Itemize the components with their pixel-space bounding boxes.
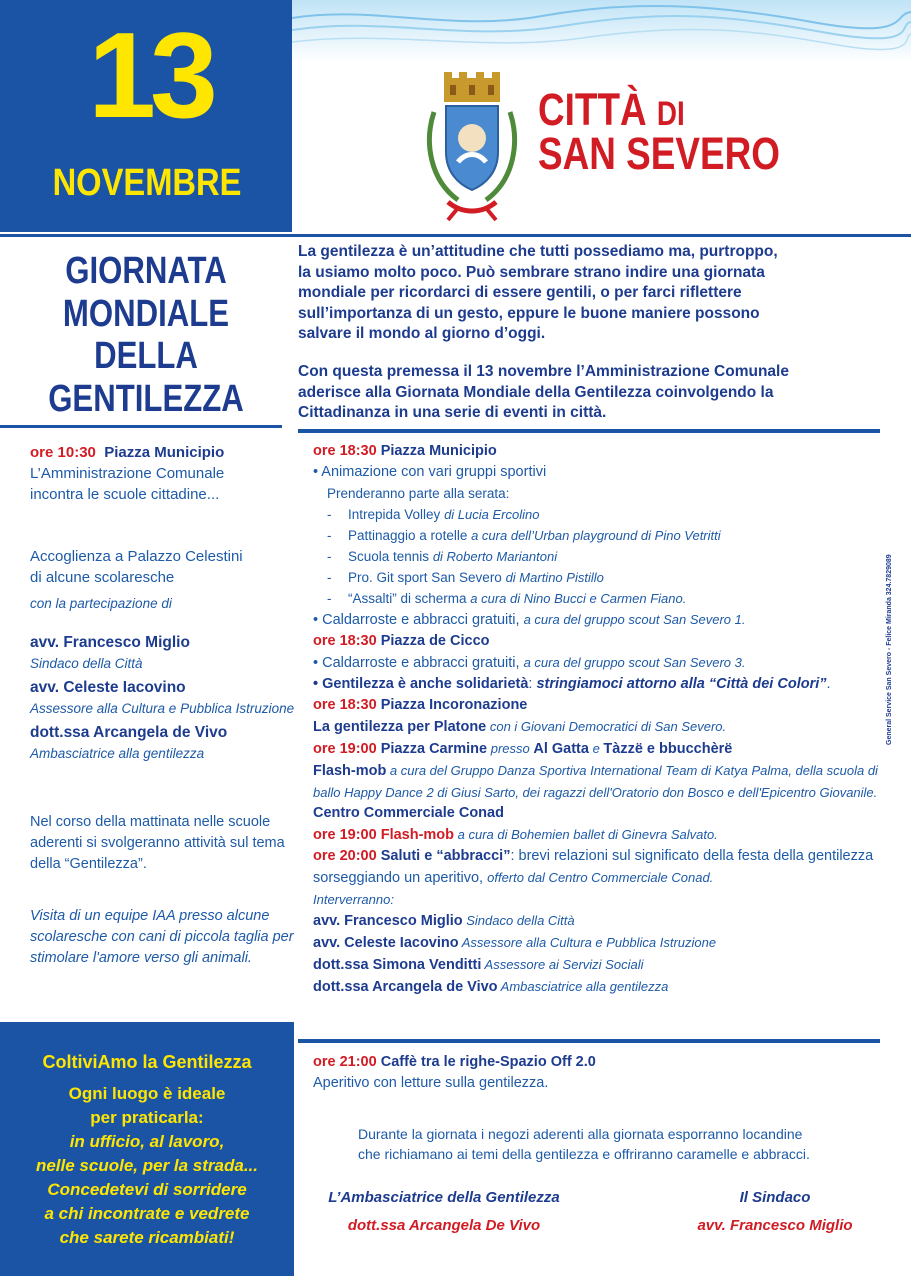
- visita-line: stimolare l'amore verso gli animali.: [30, 950, 252, 966]
- text: a cura del gruppo scout San Severo 3.: [523, 655, 746, 670]
- coltiviamo-line: Ogni luogo è ideale: [68, 1084, 226, 1103]
- morning-event: [30, 442, 224, 505]
- event-time: ore 19:00: [313, 827, 377, 843]
- city-title-line1: CITTÀ: [538, 84, 647, 135]
- final-event: [313, 1052, 596, 1094]
- intro-line: Con questa premessa il 13 novembre l’Amministrazione Comunale: [298, 363, 789, 380]
- item-a: Pro. Git sport San Severo: [348, 570, 506, 585]
- item-a: “Assalti” di scherma: [348, 591, 471, 606]
- item-b: a cura di Nino Bucci e Carmen Fiano.: [470, 591, 687, 606]
- mattinata-line: della “Gentilezza”.: [30, 856, 147, 872]
- morning-place: Piazza Municipio: [104, 444, 225, 461]
- guest-name: dott.ssa Simona Venditti: [313, 957, 482, 973]
- event-title: [20, 250, 272, 420]
- intro-line: sull’importanza di un gesto, eppure le buone maniere possono: [298, 304, 760, 322]
- coltiviamo-line: a chi incontrate e vedrete: [44, 1204, 250, 1223]
- program-line: [313, 738, 878, 760]
- guest-role: Sindaco della Città: [30, 656, 143, 671]
- event-title-line: DELLA: [94, 335, 198, 378]
- signature-ambassador: [318, 1184, 570, 1240]
- program-line: [313, 846, 878, 867]
- guest-role: Ambasciatrice alla gentilezza: [30, 746, 205, 761]
- city-title-line2: SAN SEVERO: [538, 128, 780, 180]
- dash: -: [327, 591, 332, 606]
- waves-decoration: [292, 0, 911, 62]
- text: Flash-mob: [376, 827, 455, 843]
- morning-text: incontra le scuole cittadine...: [30, 486, 220, 503]
- negozi-text: [358, 1124, 810, 1164]
- print-credit: [881, 545, 895, 745]
- program-line: [313, 716, 878, 738]
- coltiviamo-box: [0, 1022, 294, 1276]
- coltiviamo-line: nelle scuole, per la strada...: [35, 1156, 259, 1175]
- program-line: ballo Happy Dance 2 di Giusi Sarto, dei ragazzi dell'Oratorio don Bosco e dell'Epicentro Giovanile.: [313, 785, 878, 800]
- text: • Gentilezza è anche solidarietà: [313, 676, 529, 692]
- dash: -: [327, 507, 332, 522]
- event-place: Centro Commerciale Conad: [313, 805, 504, 821]
- guest-name: avv. Francesco Miglio: [313, 913, 463, 929]
- program-line: [313, 824, 878, 846]
- text: Flash-mob: [313, 763, 387, 779]
- program-line: • Animazione con vari gruppi sportivi: [313, 464, 547, 480]
- text: e: [588, 741, 604, 756]
- intro-divider-left: [0, 425, 282, 428]
- intro-paragraph-1: [298, 242, 888, 345]
- city-crest-icon: [418, 72, 526, 222]
- guest-name: dott.ssa Arcangela de Vivo: [30, 724, 228, 741]
- city-title-di: DI: [656, 95, 685, 133]
- text: :: [528, 676, 537, 692]
- event-place: Piazza Carmine: [380, 741, 488, 757]
- text: La gentilezza per Platone: [313, 719, 487, 735]
- header-divider: [0, 234, 911, 237]
- guest-role: Assessore alla Cultura e Pubblica Istruzione: [30, 701, 295, 716]
- visita-line: scolaresche con cani di piccola taglia per: [30, 929, 294, 945]
- item-a: Intrepida Volley: [348, 507, 445, 522]
- event-place: Piazza de Cicco: [380, 633, 490, 649]
- event-title-line: GENTILEZZA: [48, 377, 244, 420]
- guest-role: Sindaco della Città: [462, 913, 575, 928]
- coltiviamo-line: che sarete ricambiati!: [59, 1228, 235, 1247]
- program-line: Interverranno:: [313, 892, 394, 907]
- mattinata-line: aderenti si svolgeranno attività sul tema: [30, 835, 285, 851]
- event-time: ore 18:30: [313, 443, 377, 459]
- date-month: NOVEMBRE: [52, 162, 242, 204]
- negozi-line: che richiamano ai temi della gentilezza e offriranno caramelle e abbracci.: [358, 1146, 810, 1162]
- morning-time: ore 10:30: [30, 444, 96, 461]
- text: offerto dal Centro Commerciale Conad.: [487, 870, 714, 885]
- intro-line: la usiamo molto poco. Può sembrare strano indire una giornata: [298, 263, 765, 281]
- text: a cura del Gruppo Danza Sportiva International Team di Katya Palma, della scuola di: [386, 763, 878, 778]
- visita-text: [30, 906, 294, 969]
- event-time: ore 20:00: [313, 848, 377, 864]
- event-time: ore 18:30: [313, 633, 377, 649]
- program-guest: [313, 932, 878, 954]
- program-guest: [313, 976, 878, 998]
- intro-line: aderisce alla Giornata Mondiale della Gentilezza coinvolgendo la: [298, 383, 774, 401]
- item-a: Pattinaggio a rotelle: [348, 528, 472, 543]
- negozi-line: Durante la giornata i negozi aderenti alla giornata esporranno locandine: [358, 1126, 803, 1142]
- program: [313, 441, 878, 998]
- text: Tàzzë e bbucchèrë: [603, 741, 733, 757]
- dash: -: [327, 570, 332, 585]
- item-b: di Lucia Ercolino: [444, 507, 540, 522]
- signature-title: L’Ambasciatrice della Gentilezza: [328, 1189, 560, 1206]
- intro-paragraph-2: [298, 362, 888, 424]
- text: Al Gatta: [533, 741, 589, 757]
- coltiviamo-title: ColtiviAmo la Gentilezza: [42, 1052, 252, 1072]
- guest-list: [30, 632, 294, 764]
- item-b: a cura dell’Urban playground di Pino Vetritti: [471, 528, 721, 543]
- accoglienza-line: di alcune scolaresche: [30, 569, 175, 586]
- print-credit-text: General Service San Severo - Felice Miranda 324.7829089: [886, 554, 893, 745]
- text: : brevi relazioni sul significato della festa della gentilezza: [510, 848, 874, 864]
- text: a cura del gruppo scout San Severo 1.: [523, 612, 746, 627]
- program-line: Prenderanno parte alla serata:: [327, 486, 510, 501]
- text: • Caldarroste e abbracci gratuiti,: [313, 655, 524, 671]
- text: presso: [487, 741, 534, 756]
- program-item: [313, 546, 878, 567]
- program-item: [313, 588, 878, 609]
- dash: -: [327, 528, 332, 543]
- event-title-line: MONDIALE: [62, 292, 230, 335]
- program-line: [313, 609, 878, 631]
- date-day: 13: [88, 7, 212, 143]
- signature-name: dott.ssa Arcangela De Vivo: [347, 1217, 541, 1234]
- event-place: Piazza Incoronazione: [380, 697, 528, 713]
- coltiviamo-line: per praticarla:: [90, 1108, 204, 1127]
- item-b: di Martino Pistillo: [505, 570, 604, 585]
- program-guest: [313, 954, 878, 976]
- signature-name: avv. Francesco Miglio: [697, 1217, 853, 1234]
- morning-text: L’Amministrazione Comunale: [30, 465, 225, 482]
- partecipazione-text: con la partecipazione di: [30, 596, 172, 611]
- coltiviamo-line: Concedetevi di sorridere: [47, 1180, 247, 1199]
- intro-divider-right: [298, 429, 880, 433]
- text: stringiamoci attorno alla “Città dei Colori”: [536, 676, 827, 692]
- event-time: ore 21:00: [313, 1054, 377, 1070]
- intro-line: La gentilezza è un’attitudine che tutti possediamo ma, purtroppo,: [298, 243, 778, 260]
- intro-line: salvare il mondo al giorno d’oggi.: [298, 325, 546, 342]
- guest-name: avv. Francesco Miglio: [30, 634, 190, 651]
- intro-line: Cittadinanza in una serie di eventi in città.: [298, 404, 607, 421]
- signature-mayor: [680, 1184, 870, 1240]
- accoglienza-text: [30, 546, 243, 588]
- signature-title: Il Sindaco: [739, 1189, 811, 1206]
- program-item: [313, 504, 878, 525]
- guest-role: Ambasciatrice alla gentilezza: [497, 979, 669, 994]
- guest-name: dott.ssa Arcangela de Vivo: [313, 979, 498, 995]
- accoglienza-line: Accoglienza a Palazzo Celestini: [30, 548, 243, 565]
- program-guest: [313, 910, 878, 932]
- text: .: [826, 676, 831, 692]
- mattinata-line: Nel corso della mattinata nelle scuole: [30, 814, 271, 830]
- mattinata-text: [30, 812, 285, 875]
- event-time: ore 18:30: [313, 697, 377, 713]
- program-divider: [298, 1039, 880, 1043]
- program-line: [313, 867, 878, 889]
- item-a: Scuola tennis: [348, 549, 433, 564]
- event-time: ore 19:00: [313, 741, 377, 757]
- city-title: [538, 84, 780, 180]
- program-item: [313, 525, 878, 546]
- guest-role: Assessore ai Servizi Sociali: [481, 957, 644, 972]
- dash: -: [327, 549, 332, 564]
- intro-line: mondiale per ricordarci di essere gentili, o per farci riflettere: [298, 284, 742, 301]
- program-line: [313, 760, 878, 782]
- program-line: [313, 674, 878, 695]
- event-title-line: GIORNATA: [65, 250, 227, 292]
- guest-name: avv. Celeste Iacovino: [313, 935, 459, 951]
- text: • Caldarroste e abbracci gratuiti,: [313, 612, 524, 628]
- event-place: Caffè tra le righe-Spazio Off 2.0: [376, 1054, 596, 1070]
- coltiviamo-line: in ufficio, al lavoro,: [69, 1132, 225, 1151]
- program-line: [313, 652, 878, 674]
- program-line: Aperitivo con letture sulla gentilezza.: [313, 1075, 549, 1091]
- event-place: Piazza Municipio: [380, 443, 497, 459]
- guest-name: avv. Celeste Iacovino: [30, 679, 186, 696]
- item-b: di Roberto Mariantoni: [432, 549, 558, 564]
- program-item: [313, 567, 878, 588]
- text: a cura di Bohemien ballet di Ginevra Salvato.: [454, 827, 718, 842]
- visita-line: Visita di un equipe IAA presso alcune: [30, 908, 270, 924]
- text: Saluti e “abbracci”: [376, 848, 511, 864]
- text: sorseggiando un aperitivo,: [313, 870, 488, 886]
- text: con i Giovani Democratici di San Severo.: [486, 719, 727, 734]
- date-panel: [0, 0, 292, 232]
- guest-role: Assessore alla Cultura e Pubblica Istruzione: [458, 935, 717, 950]
